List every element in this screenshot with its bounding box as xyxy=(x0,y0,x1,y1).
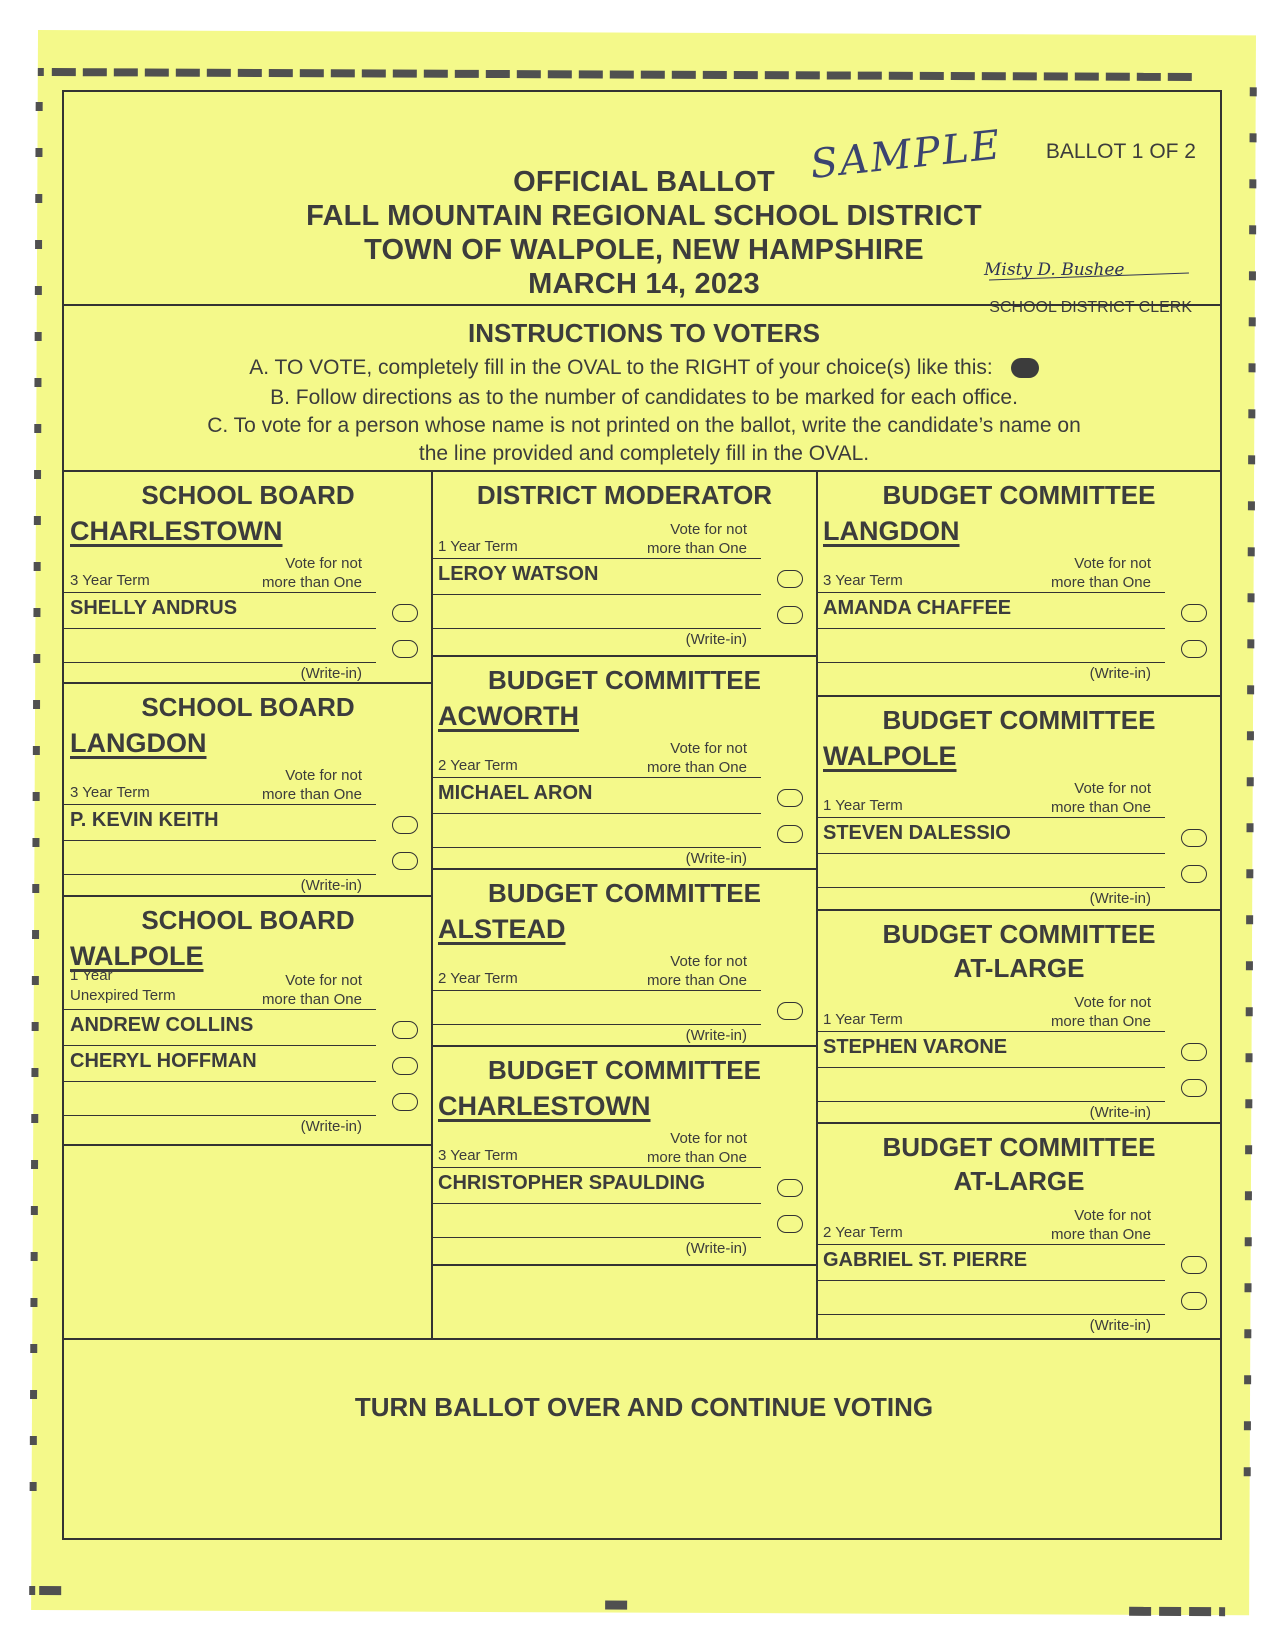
race-section xyxy=(64,897,432,1135)
timing-mark xyxy=(83,68,107,76)
write-in-field[interactable] xyxy=(64,1081,376,1115)
vote-for-line2: more than One xyxy=(261,991,362,1008)
candidate-name: AMANDA CHAFFEE xyxy=(823,597,1012,619)
timing-mark xyxy=(1249,179,1256,188)
candidate-name: CHRISTOPHER SPAULDING xyxy=(438,1172,706,1194)
timing-mark xyxy=(34,378,41,387)
office-title: DISTRICT MODERATOR xyxy=(476,480,773,510)
vote-for-instruction xyxy=(1051,993,1151,1031)
rule-line xyxy=(64,662,376,663)
timing-mark xyxy=(610,70,634,78)
vote-for-line2: more than One xyxy=(1050,1226,1151,1243)
rule-line xyxy=(817,817,1165,818)
vote-for-line2: more than One xyxy=(261,574,362,591)
term-length: 1 Year Term xyxy=(823,1011,903,1028)
term-length: 1 Year Term xyxy=(438,538,518,555)
timing-mark xyxy=(31,1252,38,1261)
timing-mark xyxy=(889,72,913,80)
write-in-field[interactable] xyxy=(432,1203,761,1237)
timing-mark xyxy=(238,69,262,77)
timing-mark xyxy=(641,71,665,79)
timing-mark xyxy=(39,1586,61,1595)
timing-mark xyxy=(1246,915,1253,924)
vote-for-line2: more than One xyxy=(646,759,747,776)
write-in-field[interactable] xyxy=(64,840,376,874)
timing-mark xyxy=(176,69,200,77)
instruction-c: C. To vote for a person whose name is not printed on the ballot, write the candidate’s name on xyxy=(207,414,1081,437)
rule-line xyxy=(64,874,376,875)
timing-mark xyxy=(672,71,696,79)
rule-line xyxy=(432,777,761,778)
write-in-oval[interactable] xyxy=(392,1093,418,1111)
vote-for-line2: more than One xyxy=(261,786,362,803)
town-name: LANGDON xyxy=(823,516,960,546)
term-length: 3 Year Term xyxy=(70,784,150,801)
term-length: 1 Year Term xyxy=(823,797,903,814)
race-section xyxy=(432,657,817,867)
vote-for-line2: more than One xyxy=(1050,799,1151,816)
timing-mark xyxy=(1249,317,1256,326)
write-in-oval[interactable] xyxy=(777,606,803,624)
write-in-field[interactable] xyxy=(432,990,761,1024)
timing-mark xyxy=(1249,363,1256,372)
timing-mark xyxy=(362,69,386,77)
vote-for-line1: Vote for not xyxy=(670,740,747,757)
write-in-oval[interactable] xyxy=(1181,640,1207,658)
timing-mark xyxy=(33,608,40,617)
election-date: MARCH 14, 2023 xyxy=(528,268,760,300)
vote-for-line1: Vote for not xyxy=(285,555,362,572)
write-in-label: (Write-in) xyxy=(1089,890,1151,907)
clerk-signature: Misty D. Bushee xyxy=(984,260,1125,280)
timing-mark xyxy=(765,71,789,79)
candidate-name: GABRIEL ST. PIERRE xyxy=(823,1249,1028,1271)
timing-mark xyxy=(982,72,1006,80)
sample-annotation: SAMPLE xyxy=(808,122,1004,188)
vote-oval[interactable] xyxy=(392,1057,418,1075)
filled-oval-example-icon xyxy=(1011,358,1039,378)
timing-mark xyxy=(29,1586,35,1595)
timing-mark xyxy=(1248,547,1255,556)
term-length: 1 Year xyxy=(70,967,113,984)
vote-oval[interactable] xyxy=(777,570,803,588)
office-title: BUDGET COMMITTEE xyxy=(488,1055,761,1085)
race-section xyxy=(432,870,817,1044)
write-in-label: (Write-in) xyxy=(685,1240,747,1257)
vote-for-instruction xyxy=(647,520,747,558)
instruction-c-cont: the line provided and completely fill in the OVAL. xyxy=(418,442,870,465)
rule-line xyxy=(64,1009,376,1010)
vote-for-line2: more than One xyxy=(646,972,747,989)
ballot-number: BALLOT 1 OF 2 xyxy=(1045,140,1196,163)
vote-oval[interactable] xyxy=(392,1021,418,1039)
timing-mark xyxy=(31,1114,38,1123)
write-in-oval[interactable] xyxy=(392,852,418,870)
town-name: ALSTEAD xyxy=(438,914,566,944)
candidate-name: P. KEVIN KEITH xyxy=(70,809,219,831)
vote-for-line2: more than One xyxy=(646,1149,747,1166)
town-name: LANGDON xyxy=(70,728,207,758)
write-in-label: (Write-in) xyxy=(685,850,747,867)
write-in-label: (Write-in) xyxy=(685,631,747,648)
timing-mark xyxy=(455,70,479,78)
timing-mark xyxy=(1244,1375,1251,1384)
timing-mark xyxy=(30,1298,37,1307)
write-in-field[interactable] xyxy=(817,853,1165,887)
timing-mark xyxy=(35,194,42,203)
rule-line xyxy=(64,1045,376,1046)
write-in-label: (Write-in) xyxy=(1089,1104,1151,1121)
rule-line xyxy=(817,662,1165,663)
vote-for-instruction xyxy=(647,1129,747,1167)
vote-for-instruction xyxy=(647,952,747,990)
race-section xyxy=(817,911,1221,1121)
candidate-name: CHERYL HOFFMAN xyxy=(70,1050,257,1072)
timing-mark xyxy=(1246,1007,1253,1016)
timing-mark xyxy=(605,1600,627,1609)
vote-oval[interactable] xyxy=(1181,1256,1207,1274)
timing-mark xyxy=(35,148,42,157)
office-title: SCHOOL BOARD xyxy=(141,480,355,510)
timing-mark xyxy=(1247,823,1254,832)
write-in-oval[interactable] xyxy=(777,1215,803,1233)
rule-line xyxy=(817,1031,1165,1032)
timing-marks xyxy=(38,30,1256,35)
office-title: BUDGET COMMITTEE xyxy=(882,480,1156,510)
timing-mark xyxy=(36,102,43,111)
timing-mark xyxy=(1044,72,1068,80)
timing-mark xyxy=(1245,1145,1252,1154)
race-section xyxy=(64,472,432,682)
term-length: 3 Year Term xyxy=(438,1147,518,1164)
timing-mark xyxy=(734,71,758,79)
timing-mark xyxy=(1249,271,1256,280)
timing-mark xyxy=(1137,73,1161,81)
vote-oval[interactable] xyxy=(777,789,803,807)
timing-mark xyxy=(145,68,169,76)
term-length: 3 Year Term xyxy=(70,572,150,589)
timing-mark xyxy=(1247,731,1254,740)
timing-mark xyxy=(331,69,355,77)
timing-mark xyxy=(35,332,42,341)
vote-for-line1: Vote for not xyxy=(670,1130,747,1147)
header-divider xyxy=(64,304,1220,306)
term-length-2: Unexpired Term xyxy=(70,987,176,1004)
write-in-label: (Write-in) xyxy=(1089,665,1151,682)
town-name: WALPOLE xyxy=(823,741,957,771)
timing-mark xyxy=(796,71,820,79)
timing-mark xyxy=(32,930,39,939)
timing-mark xyxy=(35,240,42,249)
timing-mark xyxy=(33,792,40,801)
timing-mark xyxy=(1244,1467,1251,1476)
timing-mark xyxy=(1244,1329,1251,1338)
district-name: FALL MOUNTAIN REGIONAL SCHOOL DISTRICT xyxy=(306,200,982,232)
vote-for-line1: Vote for not xyxy=(1074,1207,1151,1224)
timing-mark xyxy=(1245,1191,1252,1200)
rule-line xyxy=(432,1237,761,1238)
office-title: BUDGET COMMITTEE xyxy=(488,665,761,695)
rule-line xyxy=(817,1244,1165,1245)
rule-line xyxy=(64,592,376,593)
rule-line xyxy=(432,628,761,629)
footer-divider xyxy=(64,1338,1220,1340)
vote-oval[interactable] xyxy=(392,604,418,622)
rule-line xyxy=(64,804,376,805)
timing-mark xyxy=(114,68,138,76)
timing-mark xyxy=(1129,1607,1151,1616)
timing-mark xyxy=(269,69,293,77)
vote-for-line2: more than One xyxy=(1050,1013,1151,1030)
term-length: 2 Year Term xyxy=(438,757,518,774)
race-section xyxy=(817,472,1221,682)
vote-for-instruction xyxy=(262,766,362,804)
timing-mark xyxy=(1247,777,1254,786)
write-in-label: (Write-in) xyxy=(300,877,362,894)
timing-mark xyxy=(31,1068,38,1077)
clerk-title: SCHOOL DISTRICT CLERK xyxy=(989,299,1192,316)
timing-mark xyxy=(1013,72,1037,80)
timing-mark xyxy=(579,70,603,78)
ballot-title: OFFICIAL BALLOT xyxy=(513,166,775,198)
timing-mark xyxy=(1075,73,1099,81)
timing-mark xyxy=(1245,1283,1252,1292)
town-name: CHARLESTOWN xyxy=(438,1091,651,1121)
timing-mark xyxy=(1247,639,1254,648)
timing-mark xyxy=(52,68,76,76)
timing-mark xyxy=(34,562,41,571)
office-title: SCHOOL BOARD xyxy=(141,905,355,935)
race-divider xyxy=(64,1144,432,1146)
vote-for-instruction xyxy=(647,739,747,777)
timing-mark xyxy=(1245,1099,1252,1108)
timing-mark xyxy=(1244,1421,1251,1430)
write-in-oval[interactable] xyxy=(1181,865,1207,883)
office-subtitle: AT-LARGE xyxy=(953,1166,1085,1196)
timing-mark xyxy=(33,746,40,755)
rule-line xyxy=(64,1115,376,1116)
rule-line xyxy=(432,558,761,559)
office-title: BUDGET COMMITTEE xyxy=(488,878,761,908)
vote-for-line1: Vote for not xyxy=(1074,555,1151,572)
timing-mark xyxy=(1106,73,1130,81)
write-in-field[interactable] xyxy=(432,813,761,847)
timing-mark xyxy=(207,69,231,77)
timing-mark xyxy=(424,70,448,78)
timing-mark xyxy=(33,700,40,709)
vote-for-line1: Vote for not xyxy=(285,767,362,784)
candidate-name: SHELLY ANDRUS xyxy=(70,597,238,619)
timing-mark xyxy=(486,70,510,78)
write-in-field[interactable] xyxy=(817,628,1165,662)
rule-line xyxy=(817,1314,1165,1315)
office-title: BUDGET COMMITTEE xyxy=(882,1132,1156,1162)
race-section xyxy=(432,472,817,648)
write-in-oval[interactable] xyxy=(1181,1292,1207,1310)
office-title: SCHOOL BOARD xyxy=(141,692,355,722)
candidate-name: MICHAEL ARON xyxy=(438,782,593,804)
town-name: WALPOLE xyxy=(70,941,204,971)
timing-mark xyxy=(32,838,39,847)
vote-for-line1: Vote for not xyxy=(670,521,747,538)
instruction-a-text: A. TO VOTE, completely fill in the OVAL to the RIGHT of your choice(s) like this: xyxy=(249,356,993,379)
timing-mark xyxy=(32,1022,39,1031)
race-section xyxy=(817,1124,1221,1334)
turn-over-notice: TURN BALLOT OVER AND CONTINUE VOTING xyxy=(354,1392,934,1422)
vote-for-line1: Vote for not xyxy=(1074,994,1151,1011)
timing-mark xyxy=(31,1206,38,1215)
timing-mark xyxy=(34,470,41,479)
timing-mark xyxy=(1219,1607,1225,1616)
rule-line xyxy=(817,1101,1165,1102)
vote-oval[interactable] xyxy=(392,816,418,834)
instruction-a xyxy=(64,356,1224,380)
timing-mark xyxy=(33,654,40,663)
rule-line xyxy=(432,1024,761,1025)
timing-mark xyxy=(548,70,572,78)
write-in-label: (Write-in) xyxy=(685,1027,747,1044)
timing-mark xyxy=(34,424,41,433)
timing-mark xyxy=(1250,87,1257,96)
vote-for-line2: more than One xyxy=(646,540,747,557)
write-in-field[interactable] xyxy=(64,628,376,662)
race-section xyxy=(432,1047,817,1257)
office-subtitle: AT-LARGE xyxy=(953,953,1085,983)
vote-for-line2: more than One xyxy=(1050,574,1151,591)
vote-oval[interactable] xyxy=(1181,1043,1207,1061)
vote-oval[interactable] xyxy=(1181,829,1207,847)
timing-mark xyxy=(31,1160,38,1169)
timing-mark xyxy=(1250,133,1257,142)
timing-mark xyxy=(1248,593,1255,602)
timing-mark xyxy=(35,286,42,295)
candidate-name: LEROY WATSON xyxy=(438,563,599,585)
timing-mark xyxy=(34,516,41,525)
vote-for-line1: Vote for not xyxy=(670,953,747,970)
timing-mark xyxy=(1247,685,1254,694)
vote-oval[interactable] xyxy=(1181,604,1207,622)
write-in-label: (Write-in) xyxy=(300,665,362,682)
timing-mark xyxy=(32,976,39,985)
write-in-oval[interactable] xyxy=(392,640,418,658)
timing-mark xyxy=(1246,1053,1253,1062)
timing-mark xyxy=(858,72,882,80)
race-section xyxy=(817,697,1221,907)
timing-mark xyxy=(38,68,44,76)
candidate-name: STEVEN DALESSIO xyxy=(823,822,1011,844)
vote-for-line1: Vote for not xyxy=(285,972,362,989)
term-length: 3 Year Term xyxy=(823,572,903,589)
vote-oval[interactable] xyxy=(777,1179,803,1197)
timing-mark xyxy=(1248,501,1255,510)
write-in-field[interactable] xyxy=(817,1280,1165,1314)
town-name: CHARLESTOWN xyxy=(70,516,283,546)
vote-for-instruction xyxy=(262,971,362,1009)
timing-mark xyxy=(517,70,541,78)
instruction-b: B. Follow directions as to the number of candidates to be marked for each office. xyxy=(270,386,1018,409)
timing-mark xyxy=(30,1344,37,1353)
write-in-label: (Write-in) xyxy=(300,1118,362,1135)
write-in-label: (Write-in) xyxy=(1089,1317,1151,1334)
timing-mark xyxy=(920,72,944,80)
timing-mark xyxy=(1168,73,1192,81)
rule-line xyxy=(817,592,1165,593)
ballot-frame xyxy=(62,90,1222,1540)
write-in-oval[interactable] xyxy=(777,825,803,843)
write-in-field[interactable] xyxy=(817,1067,1165,1101)
timing-mark xyxy=(1246,869,1253,878)
rule-line xyxy=(432,1167,761,1168)
timing-mark xyxy=(1189,1607,1211,1616)
vote-for-instruction xyxy=(1051,1206,1151,1244)
timing-mark xyxy=(393,70,417,78)
timing-mark xyxy=(1248,409,1255,418)
rule-line xyxy=(817,887,1165,888)
write-in-oval[interactable] xyxy=(1181,1079,1207,1097)
office-title: BUDGET COMMITTEE xyxy=(882,705,1156,735)
write-in-field[interactable] xyxy=(432,594,761,628)
rule-line xyxy=(432,847,761,848)
instructions-title: INSTRUCTIONS TO VOTERS xyxy=(468,318,820,348)
timing-mark xyxy=(827,71,851,79)
timing-mark xyxy=(32,884,39,893)
vote-for-line1: Vote for not xyxy=(1074,780,1151,797)
vote-for-instruction xyxy=(1051,554,1151,592)
vote-for-instruction xyxy=(1051,779,1151,817)
timing-mark xyxy=(300,69,324,77)
candidate-name: STEPHEN VARONE xyxy=(823,1036,1008,1058)
vote-for-instruction xyxy=(262,554,362,592)
town-name: ACWORTH xyxy=(438,701,579,731)
timing-mark xyxy=(1159,1607,1181,1616)
term-length: 2 Year Term xyxy=(438,970,518,987)
timing-mark xyxy=(30,1482,37,1491)
timing-mark xyxy=(30,1390,37,1399)
office-title: BUDGET COMMITTEE xyxy=(882,919,1156,949)
timing-mark xyxy=(1249,225,1256,234)
timing-mark xyxy=(30,1436,37,1445)
town-name: TOWN OF WALPOLE, NEW HAMPSHIRE xyxy=(364,234,924,266)
timing-mark xyxy=(1245,1237,1252,1246)
race-section xyxy=(64,684,432,894)
term-length: 2 Year Term xyxy=(823,1224,903,1241)
timing-mark xyxy=(1248,455,1255,464)
timing-mark xyxy=(951,72,975,80)
timing-mark xyxy=(1246,961,1253,970)
timing-mark xyxy=(703,71,727,79)
candidate-name: ANDREW COLLINS xyxy=(70,1014,254,1036)
write-in-oval[interactable] xyxy=(777,1002,803,1020)
race-divider xyxy=(431,1264,817,1266)
